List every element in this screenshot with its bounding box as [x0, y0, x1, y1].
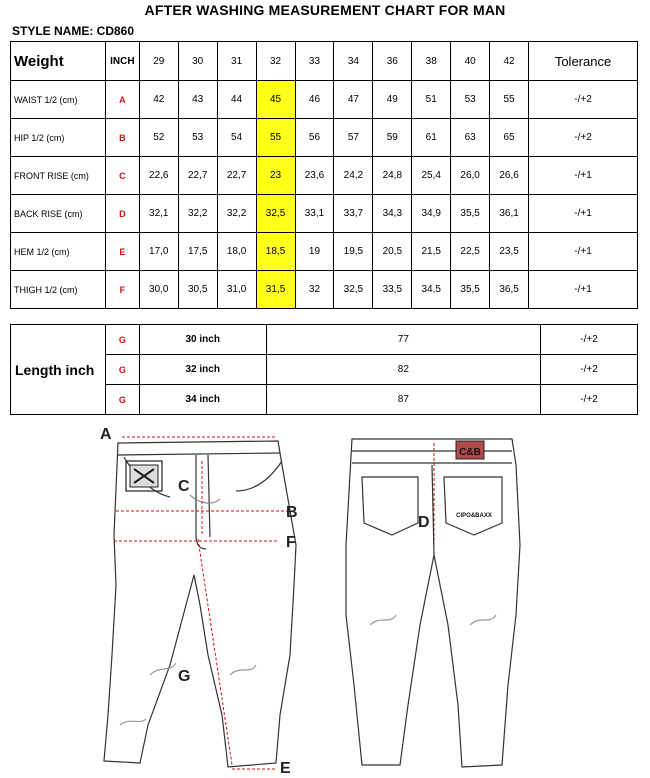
inseam-label: 30 inch: [139, 325, 266, 355]
measure-value: 55: [256, 119, 295, 157]
size-header: 31: [217, 42, 256, 81]
length-value: 77: [266, 325, 540, 355]
measure-value: 18,0: [217, 233, 256, 271]
measure-value: 46: [295, 81, 334, 119]
inseam-label: 32 inch: [139, 355, 266, 385]
measure-value: 32: [295, 271, 334, 309]
measure-label: FRONT RISE (cm): [11, 157, 106, 195]
table-row: [11, 81, 638, 119]
measure-code: B: [105, 119, 139, 157]
measure-value: 24,2: [334, 157, 373, 195]
tolerance-value: -/+1: [529, 157, 638, 195]
measure-value: 34,3: [373, 195, 412, 233]
measure-value: 34,5: [412, 271, 451, 309]
measure-value: 52: [139, 119, 178, 157]
measure-value: 33,5: [373, 271, 412, 309]
measure-value: 23,5: [490, 233, 529, 271]
measure-code: C: [105, 157, 139, 195]
measure-value: 25,4: [412, 157, 451, 195]
table-header-row: [11, 42, 638, 81]
measure-value: 19: [295, 233, 334, 271]
measure-value: 43: [178, 81, 217, 119]
measure-code: A: [105, 81, 139, 119]
measure-label: HEM 1/2 (cm): [11, 233, 106, 271]
marker-f: F: [286, 534, 296, 551]
marker-c: C: [178, 478, 190, 495]
tolerance-value: -/+1: [529, 195, 638, 233]
style-name: STYLE NAME: CD860: [12, 24, 135, 38]
weight-header: Weight: [11, 42, 106, 81]
measure-value: 53: [178, 119, 217, 157]
measure-value: 36,5: [490, 271, 529, 309]
length-code: G: [105, 355, 139, 385]
size-header: 38: [412, 42, 451, 81]
patch-label: C&B: [459, 447, 481, 458]
length-label: Length inch: [11, 325, 106, 415]
measure-value: 35,5: [451, 271, 490, 309]
measure-value: 21,5: [412, 233, 451, 271]
measure-value: 17,0: [139, 233, 178, 271]
measure-value: 51: [412, 81, 451, 119]
measure-label: WAIST 1/2 (cm): [11, 81, 106, 119]
measure-value: 32,5: [256, 195, 295, 233]
chart-title: AFTER WASHING MEASUREMENT CHART FOR MAN: [144, 2, 506, 18]
measure-value: 22,7: [178, 157, 217, 195]
front-jeans-sketch: [104, 441, 296, 767]
measure-value: 44: [217, 81, 256, 119]
front-pocket-patch: [130, 465, 158, 487]
measure-value: 47: [334, 81, 373, 119]
measure-value: 34,9: [412, 195, 451, 233]
length-row: [11, 325, 638, 355]
length-value: 87: [266, 385, 540, 415]
measure-value: 30,5: [178, 271, 217, 309]
tolerance-value: -/+1: [529, 271, 638, 309]
length-row: [11, 355, 638, 385]
measure-code: E: [105, 233, 139, 271]
measure-value: 17,5: [178, 233, 217, 271]
measure-value: 54: [217, 119, 256, 157]
inch-header: INCH: [105, 42, 139, 81]
measure-value: 55: [490, 81, 529, 119]
jeans-diagram: [0, 425, 650, 778]
measure-value: 42: [139, 81, 178, 119]
measurement-table: [10, 41, 638, 309]
length-tolerance: -/+2: [541, 355, 638, 385]
marker-g: G: [178, 668, 191, 685]
table-row: [11, 157, 638, 195]
tolerance-header: Tolerance: [529, 42, 638, 81]
back-waist-patch: [456, 441, 484, 459]
table-row: [11, 233, 638, 271]
length-row: [11, 385, 638, 415]
back-jeans-sketch: [346, 439, 520, 767]
length-tolerance: -/+2: [541, 385, 638, 415]
measure-value: 19,5: [334, 233, 373, 271]
back-pocket-label: CIPO&BAXX: [456, 513, 492, 519]
measure-code: F: [105, 271, 139, 309]
measure-value: 24,8: [373, 157, 412, 195]
measure-value: 33,7: [334, 195, 373, 233]
measure-label: HIP 1/2 (cm): [11, 119, 106, 157]
inseam-label: 34 inch: [139, 385, 266, 415]
measure-value: 18,5: [256, 233, 295, 271]
measure-value: 63: [451, 119, 490, 157]
measure-value: 32,2: [217, 195, 256, 233]
size-header: 36: [373, 42, 412, 81]
measure-label: BACK RISE (cm): [11, 195, 106, 233]
length-code: G: [105, 385, 139, 415]
size-header: 33: [295, 42, 334, 81]
table-row: [11, 271, 638, 309]
table-row: [11, 195, 638, 233]
measure-value: 20,5: [373, 233, 412, 271]
measure-value: 30,0: [139, 271, 178, 309]
measure-value: 53: [451, 81, 490, 119]
size-header: 40: [451, 42, 490, 81]
table-row: [11, 119, 638, 157]
measure-value: 32,5: [334, 271, 373, 309]
measure-value: 32,1: [139, 195, 178, 233]
size-header: 34: [334, 42, 373, 81]
measure-value: 61: [412, 119, 451, 157]
measure-value: 45: [256, 81, 295, 119]
measure-value: 33,1: [295, 195, 334, 233]
length-code: G: [105, 325, 139, 355]
measure-value: 56: [295, 119, 334, 157]
measure-value: 22,5: [451, 233, 490, 271]
size-header: 29: [139, 42, 178, 81]
measure-value: 23: [256, 157, 295, 195]
measure-value: 49: [373, 81, 412, 119]
measure-value: 23,6: [295, 157, 334, 195]
measure-value: 31,0: [217, 271, 256, 309]
tolerance-value: -/+2: [529, 81, 638, 119]
marker-d: D: [418, 514, 430, 531]
length-table: [10, 324, 638, 415]
length-value: 82: [266, 355, 540, 385]
measure-value: 22,7: [217, 157, 256, 195]
measure-value: 31,5: [256, 271, 295, 309]
tolerance-value: -/+1: [529, 233, 638, 271]
size-header: 30: [178, 42, 217, 81]
size-header: 42: [490, 42, 529, 81]
measure-value: 36,1: [490, 195, 529, 233]
marker-a: A: [100, 426, 112, 443]
marker-e: E: [280, 760, 291, 777]
measure-value: 65: [490, 119, 529, 157]
measure-code: D: [105, 195, 139, 233]
measure-value: 57: [334, 119, 373, 157]
measure-value: 22,6: [139, 157, 178, 195]
size-header: 32: [256, 42, 295, 81]
measure-value: 32,2: [178, 195, 217, 233]
measure-label: THIGH 1/2 (cm): [11, 271, 106, 309]
marker-b: B: [286, 504, 298, 521]
measure-value: 26,6: [490, 157, 529, 195]
measure-value: 59: [373, 119, 412, 157]
tolerance-value: -/+2: [529, 119, 638, 157]
length-tolerance: -/+2: [541, 325, 638, 355]
measure-value: 35,5: [451, 195, 490, 233]
measure-value: 26,0: [451, 157, 490, 195]
